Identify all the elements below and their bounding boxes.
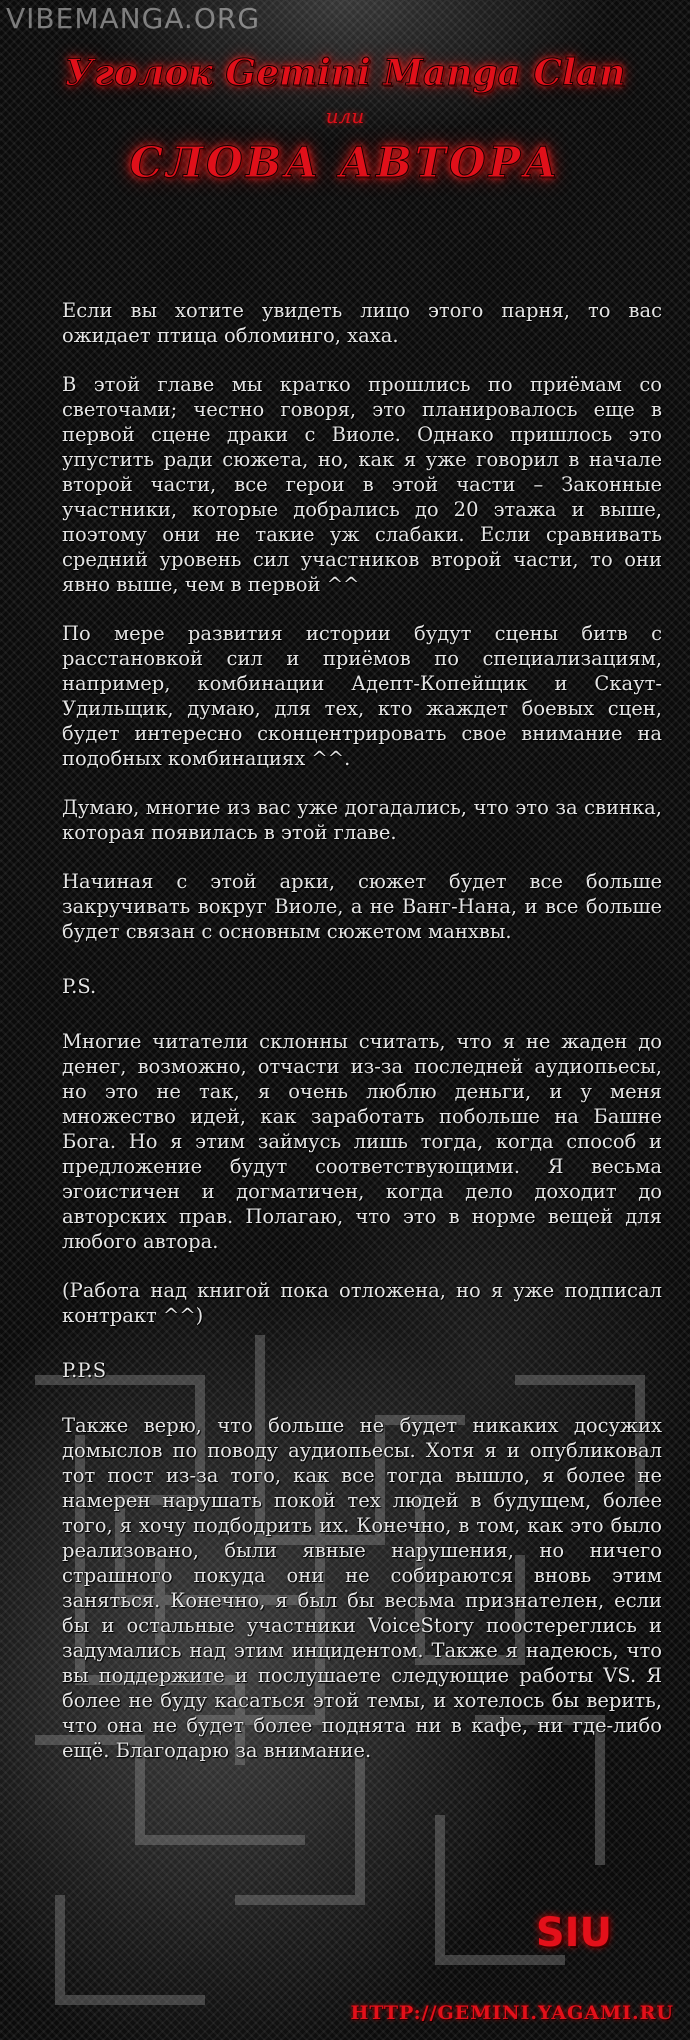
ps-paragraph: Многие читатели склонны считать, что я не жаден до денег, возможно, отчасти из-за последней аудиопьесы, но это не так, я очень люблю деньги, и у меня множество идей, как заработать побольше на Башне Бога. Но я этим займусь лишь тогда, когда способ и предложение будут соответствующими. Я весьма эгоистичен и догматичен, когда дело доходит до авторских прав. Полагаю, что это в норме вещей для любого автора. <box>62 1030 662 1253</box>
watermark: VIBEMANGA.ORG <box>6 2 261 35</box>
paragraph: Думаю, многие из вас уже догадались, что это за свинка, которая появилась в этой главе. <box>62 796 662 844</box>
header-or: или <box>325 104 365 128</box>
pps-label: P.P.S <box>62 1359 107 1382</box>
author-signature: SIU <box>535 1910 612 1956</box>
paragraph: В этой главе мы кратко прошлись по приёмам со светочами; честно говоря, это планировалось еще в первой сцене драки с Виоле. Однако пришлось это упустить ради сюжета, но, как я уже говорил в начале второй части, все герои в этой части – Законные участники, которые добрались до 20 этажа и выше, поэтому они не такие уж слабаки. Если сравнивать средний уровень сил участников второй части, то они явно выше, чем в первой ^^ <box>62 373 662 596</box>
ps-label: P.S. <box>62 975 97 998</box>
author-notes-text <box>62 298 662 1787</box>
header-subtitle: СЛОВА АВТОРА <box>129 138 561 187</box>
paragraph: По мере развития истории будут сцены битв с расстановкой сил и приёмов по специализациям, например, комбинации Адепт-Копейщик и Скаут-Удильщик, думаю, для тех, кто жаждет боевых сцен, будет интересно сконцентрировать свое внимание на подобных комбинациях ^^. <box>62 622 662 770</box>
header-title: Уголок Gemini Manga Clan <box>64 52 626 94</box>
paragraph: Если вы хотите увидеть лицо этого парня, то вас ожидает птица обломинго, хаха. <box>62 299 662 347</box>
pps-paragraph: Также верю, что больше не будет никаких досужих домыслов по поводу аудиопьесы. Хотя я и опубликовал тот пост из-за того, как все тогда вышло, я более не намерен нарушать покой тех людей в будущем, более того, я хочу подбодрить их. Конечно, в том, как это было реализовано, были явные нарушения, но ничего страшного покуда они не собираются вновь этим заняться. Конечно, я был бы весьма признателен, если бы и остальные участники VoiceStory поостереглись и задумались над этим инцидентом. Также я надеюсь, что вы поддержите и послушаете следующие работы VS. Я более не буду касаться этой темы, и хотелось бы верить, что она не будет более поднята ни в кафе, ни где-либо ещё. Благодарю за внимание. <box>62 1414 662 1762</box>
paragraph: Начиная с этой арки, сюжет будет все больше закручивать вокруг Виоле, а не Ванг-Нана, и все больше будет связан с основным сюжетом манхвы. <box>62 870 662 943</box>
ps-paragraph: (Работа над книгой пока отложена, но я уже подписал контракт ^^) <box>62 1279 662 1327</box>
site-link[interactable]: HTTP://GEMINI.YAGAMI.RU <box>350 2002 674 2024</box>
